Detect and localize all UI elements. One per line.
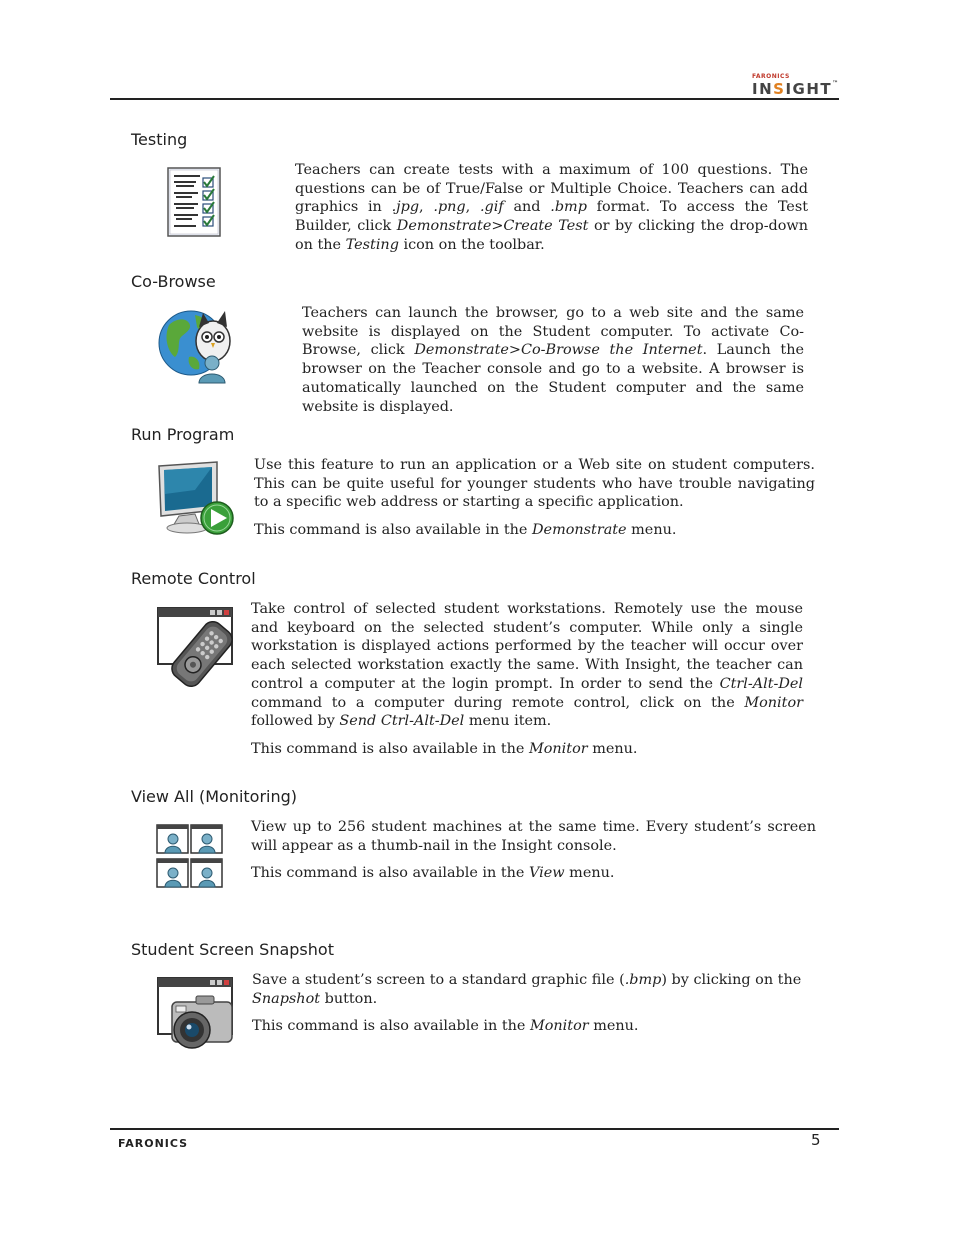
logo-part-ight: IGHT	[785, 80, 833, 98]
remote-control-icon	[156, 606, 240, 692]
remote-control-description: Take control of selected student workstations. Remotely use the mouse and keyboard on the selected student’s computer. While only a single workstation is displayed actions performed by the teacher will occur over each selected workstation exactly the same. With Insight, the teacher can control a computer at the login prompt. In order to send the Ctrl-Alt-Del command to a computer during remote control, click on the Monitor followed by Send Ctrl-Alt-Del menu item. This command is also available in the Monitor menu.	[251, 601, 803, 757]
snapshot-description: Save a student’s screen to a standard graphic file (.bmp) by clicking on the Snapshot button. This command is also available in the Monitor menu.	[252, 972, 802, 1035]
footer-faronics-logo: FARONICS	[118, 1137, 189, 1150]
testing-description: Teachers can create tests with a maximum of 100 questions. The questions can be of True/False or Multiple Choice. Teachers can add graphics in .jpg, .png, .gif and .bmp format. To access the Test Builder, click Demonstrate>Create Test or by clicking the drop-down on the Testing icon on the toolbar.	[295, 162, 809, 253]
footer-rule	[110, 1128, 839, 1130]
view-all-description: View up to 256 student machines at the same time. Every student’s screen will appear as a thumb-nail in the Insight console. This command is also available in the View menu.	[251, 819, 816, 882]
heading-view-all: View All (Monitoring)	[131, 787, 298, 806]
page-number: 5	[811, 1131, 821, 1149]
camera-icon	[156, 976, 236, 1056]
heading-run-program: Run Program	[131, 425, 235, 444]
cobrowse-description: Teachers can launch the browser, go to a web site and the same website is displayed on the Student computer. To activate Co-Browse, click Demonstrate>Co-Browse the Internet. Launch the browser on the Teacher console and go to a website. A browser is automatically launched on the Student computer and the same website is displayed.	[302, 305, 805, 415]
header-rule	[110, 98, 839, 100]
multi-screen-icon	[156, 824, 226, 894]
run-program-description: Use this feature to run an application or a Web site on student computers. This can be quite useful for younger students who have trouble navigating to a specific web address or starting a specific application. This command is also available in the Demonstrate menu.	[254, 457, 815, 539]
insight-logo	[752, 73, 842, 99]
monitor-play-icon	[155, 460, 237, 542]
heading-cobrowse: Co-Browse	[131, 272, 216, 291]
globe-owl-icon	[155, 305, 237, 389]
checklist-icon	[166, 166, 222, 242]
logo-tm: ™	[832, 80, 840, 87]
heading-snapshot: Student Screen Snapshot	[131, 940, 334, 959]
logo-part-in: IN	[752, 80, 774, 98]
logo-insight	[752, 80, 840, 98]
logo-faronics-small: FARONICS	[752, 73, 790, 80]
logo-part-s: S	[773, 80, 786, 98]
heading-testing: Testing	[131, 130, 188, 149]
heading-remote-control: Remote Control	[131, 569, 256, 588]
